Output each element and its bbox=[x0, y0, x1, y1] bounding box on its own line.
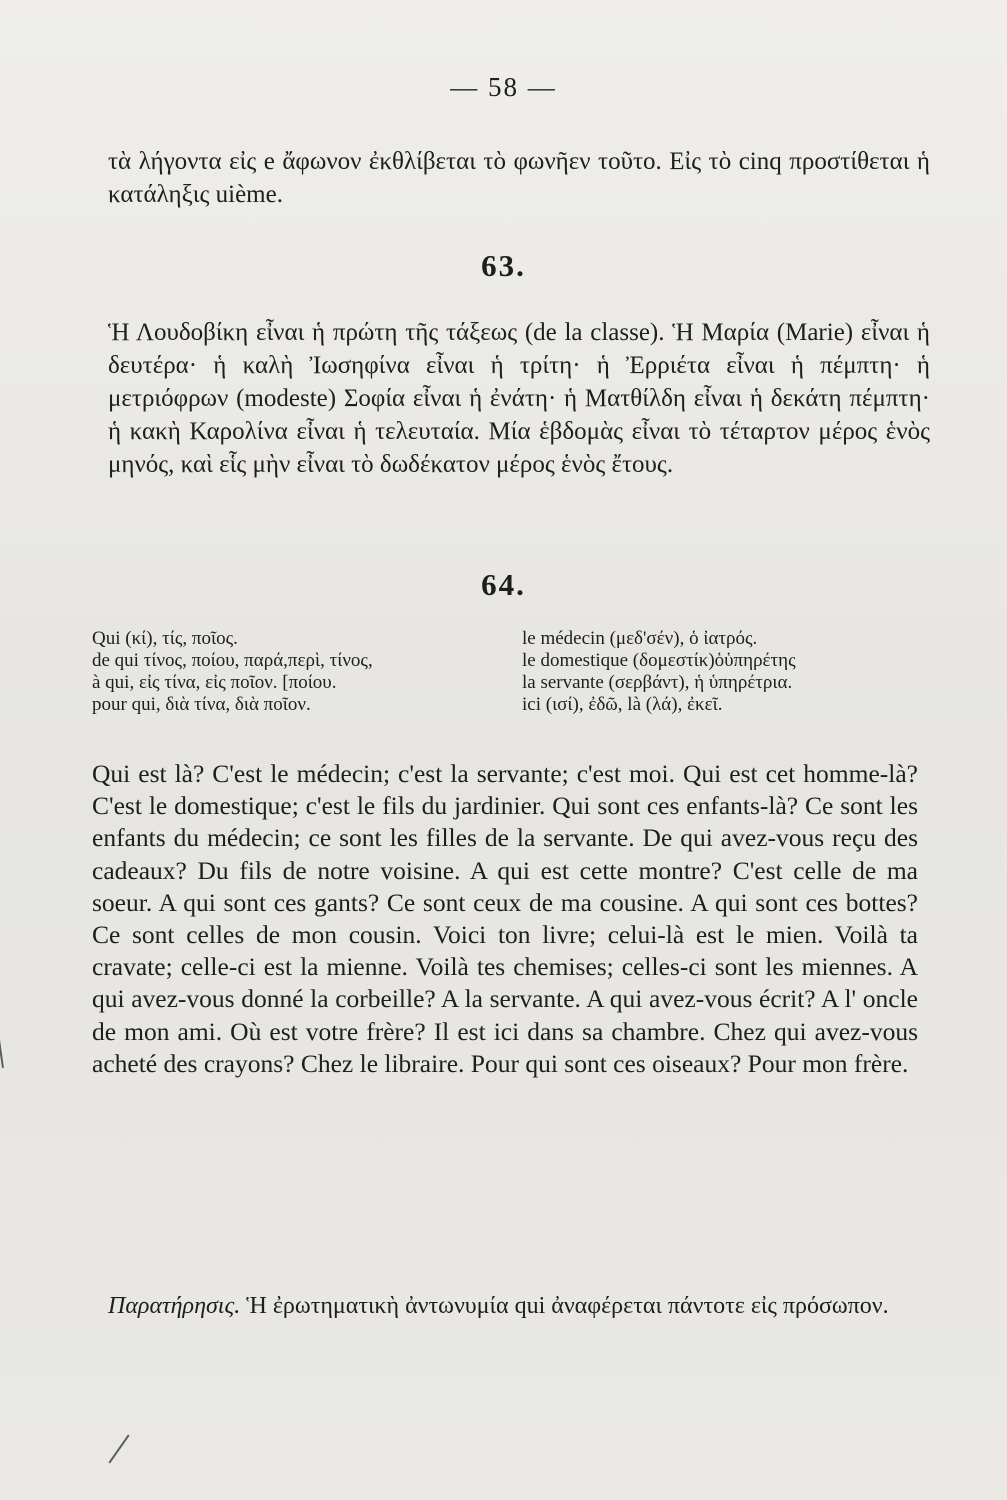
vocabulary-item: ici (ισί), ἐδῶ, là (λά), ἐκεῖ. bbox=[522, 694, 723, 715]
page-number: — 58 — bbox=[450, 72, 557, 102]
vocabulary-item: le médecin (μεδ'σέν), ὁ ἰατρός. bbox=[522, 628, 758, 649]
paper-scratch-mark bbox=[108, 1435, 129, 1464]
vocabulary-item: de qui τίνος, ποίου, παρά,περὶ, τίνος, bbox=[92, 650, 373, 671]
vocabulary-column-left bbox=[92, 628, 512, 716]
section-64-heading: 64. bbox=[481, 567, 526, 602]
section-63-heading: 63. bbox=[481, 248, 526, 283]
intro-paragraph: τὰ λήγοντα εἰς e ἄφωνον ἐκθλίβεται τὸ φωνῆεν τοῦτο. Εἰς τὸ cinq προστίθεται ἡ κατάληξις uième. bbox=[108, 148, 930, 208]
vocabulary-item: Qui (κί), τίς, ποῖος. bbox=[92, 628, 238, 649]
paper-scratch-mark bbox=[0, 1040, 4, 1068]
exercise-paragraph: Qui est là? C'est le médecin; c'est la servante; c'est moi. Qui est cet homme-là? C'est le domestique; c'est le fils du jardinier. Qui sont ces enfants-là? Ce sont les enfants du médecin; ce sont les filles de la servante. De qui avez-vous reçu des cadeaux? Du fils de notre voisine. A qui est cette montre? C'est celle de ma soeur. A qui sont ces gants? Ce sont ceux de ma cousine. A qui sont ces bottes? Ce sont celles de mon cousin. Voici ton livre; celui-là est le mien. Voilà ta cravate; celle-ci est la mienne. Voilà tes chemises; celles-ci sont les miennes. A qui avez-vous donné la corbeille? A la servante. A qui avez-vous écrit? A l' oncle de mon ami. Où est votre frère? Il est ici dans sa chambre. Chez qui avez-vous acheté des crayons? Chez le libraire. Pour qui sont ces oiseaux? Pour mon frère. bbox=[92, 759, 918, 1078]
note-paragraph bbox=[108, 1290, 920, 1322]
vocabulary-item: le domestique (δομεστίκ)ὁὑπηρέτης bbox=[522, 650, 796, 671]
vocabulary-column-right bbox=[522, 628, 934, 716]
vocabulary-item: la servante (σερβάντ), ἡ ὑπηρέτρια. bbox=[522, 672, 793, 693]
vocabulary-item: pour qui, διὰ τίνα, διὰ ποῖον. bbox=[92, 694, 311, 715]
section-63-paragraph: Ἡ Λουδοβίκη εἶναι ἡ πρώτη τῆς τάξεως (de la classe). Ἡ Μαρία (Marie) εἶναι ἡ δευτέρα· ἡ καλὴ Ἰωσηφίνα εἶναι ἡ τρίτη· ἡ Ἐρριέτα εἶναι ἡ πέμπτη· ἡ μετριόφρων (modeste) Σοφία εἶναι ἡ ἐνάτη· ἡ Ματθίλδη εἶναι ἡ δεκάτη πέμπτη· ἡ κακὴ Καρολίνα εἶναι ἡ τελευταία. Μία ἑβδομὰς εἶναι τὸ τέταρτον μέρος ἑνὸς μηνός, καὶ εἷς μὴν εἶναι τὸ δωδέκατον μέρος ἑνὸς ἔτους. bbox=[108, 319, 930, 478]
note-text: Ἡ ἐρωτηματικὴ ἀντωνυμία qui ἀναφέρεται πάντοτε εἰς πρόσωπον. bbox=[246, 1293, 889, 1319]
vocabulary-item: à qui, εἰς τίνα, εἰς ποῖον. [ποίου. bbox=[92, 672, 337, 693]
note-label: Παρατήρησις. bbox=[108, 1293, 241, 1319]
